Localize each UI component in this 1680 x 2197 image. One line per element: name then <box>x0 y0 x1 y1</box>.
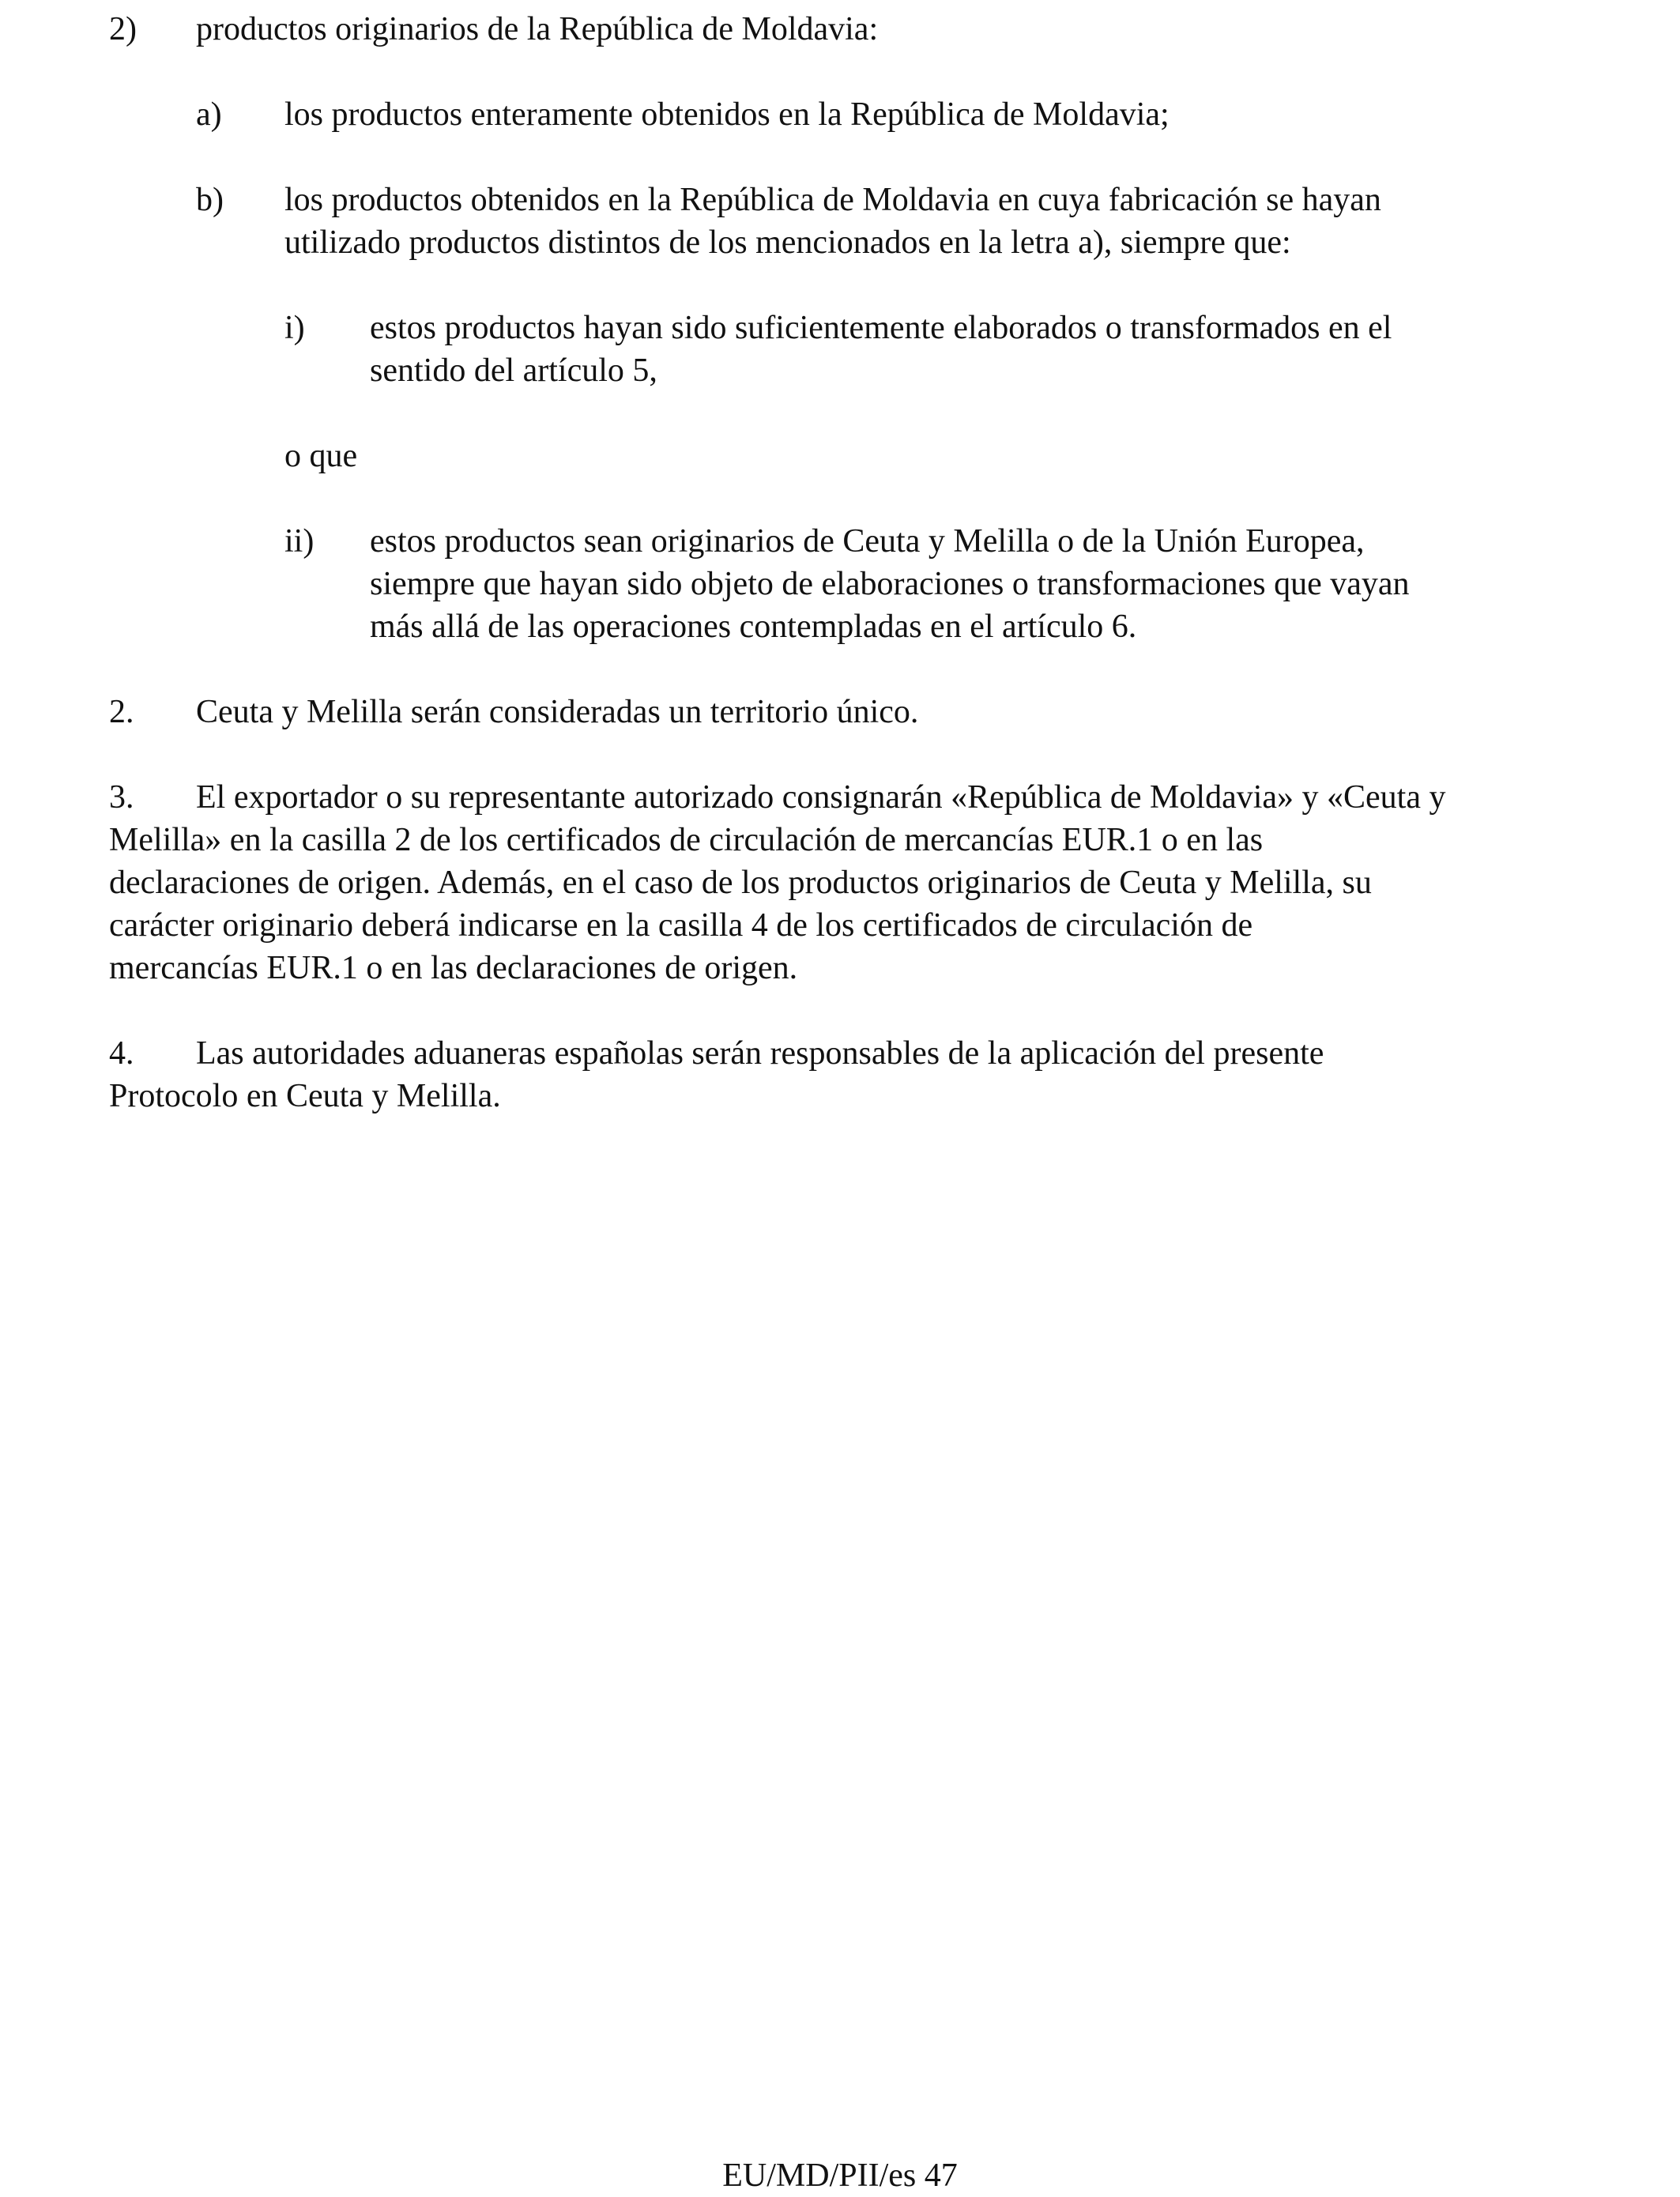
para-4-first-line: Las autoridades aduaneras españolas serán responsables de la aplicación del presente <box>196 1035 1324 1072</box>
para-2-text: Ceuta y Melilla serán consideradas un territorio único. <box>196 694 919 730</box>
item-2b-ii-number: ii) <box>284 523 315 560</box>
item-2a-text: los productos enteramente obtenidos en la República de Moldavia; <box>284 96 1170 133</box>
item-2b-i-text: estos productos hayan sido suficientemente elaborados o transformados en el sentido del artículo 5, <box>370 310 1392 389</box>
para-4-body: Protocolo en Ceuta y Melilla. <box>109 1078 501 1114</box>
para-3-first-line: El exportador o su representante autorizado consignarán «República de Moldavia» y «Ceuta y <box>196 779 1446 816</box>
item-2b-number: b) <box>196 182 224 218</box>
para-3-body: Melilla» en la casilla 2 de los certificados de circulación de mercancías EUR.1 o en las declaraciones de origen. Además, en el caso de los productos originarios de Ceuta y Melilla, su carácter originario deberá indicarse en la casilla 4 de los certificados de circulación de mercancías EUR.1 o en las declaraciones de origen. <box>109 822 1372 986</box>
o-que-connector: o que <box>284 438 358 474</box>
item-2b-ii-text: estos productos sean originarios de Ceuta y Melilla o de la Unión Europea, siempre que hayan sido objeto de elaboraciones o transformaciones que vayan más allá de las operaciones contempladas en el artículo 6. <box>370 523 1410 645</box>
para-4-number: 4. <box>109 1035 134 1072</box>
para-3-number: 3. <box>109 779 134 816</box>
item-2b-i-number: i) <box>284 310 305 346</box>
item-2-number: 2) <box>109 11 137 47</box>
item-2-text: productos originarios de la República de Moldavia: <box>196 11 879 47</box>
para-2-number: 2. <box>109 694 134 730</box>
item-2a-number: a) <box>196 96 222 133</box>
page-footer-reference: EU/MD/PII/es 47 <box>722 2157 958 2194</box>
item-2b-text: los productos obtenidos en la República de Moldavia en cuya fabricación se hayan utilizado productos distintos de los mencionados en la letra a), siempre que: <box>284 182 1381 261</box>
